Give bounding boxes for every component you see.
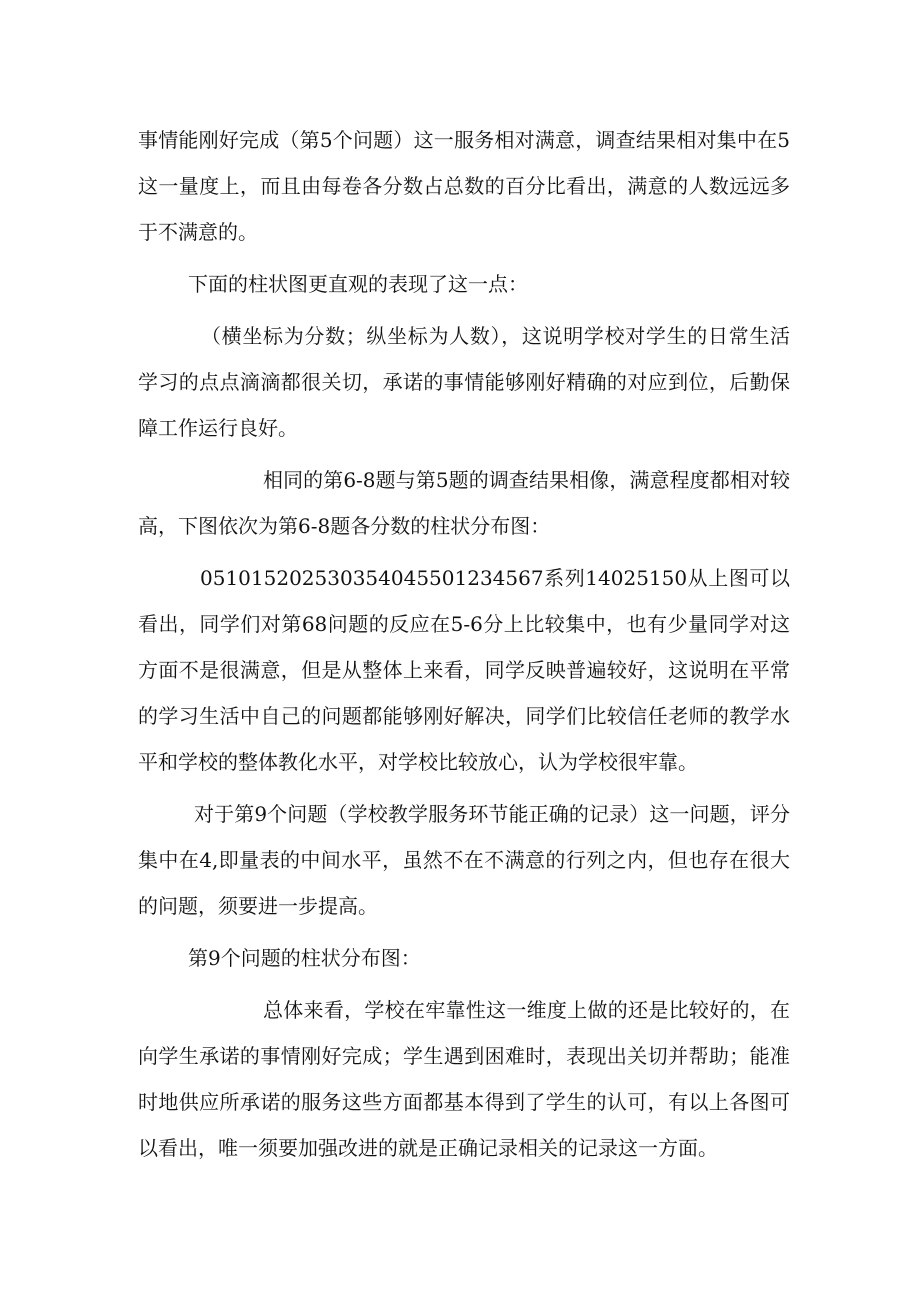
document-body	[138, 117, 790, 1177]
paragraph-q6-8-analysis: 05101520253035404550123456​7系列14025150从上图可以看出，同学们对第68问题的反应在5-6分上比较集中，也有少量同学对这方面不是很满意，但是从整体上来看，同学反映普遍较好，这说明在平常的学习生活中自己的问题都能够刚好解决，同学们比较信任老师的教学水平和学校的整体教化水平，对学校比较放心，认为学校很牢靠。	[138, 566, 790, 774]
paragraph-axis-explanation: （横坐标为分数；纵坐标为人数），这说明学校对学生的日常生活学习的点点滴滴都很关切，承诺的事情能够刚好精确的对应到位，后勤保障工作运行良好。	[138, 324, 790, 440]
paragraph-q6-8-intro: 相同的第6-8题与第5题的调查结果相像，满意程度都相对较高，下图依次为第6-8题各分数的柱状分布图：	[138, 468, 790, 538]
paragraph-q9-chart-caption: 第9个问题的柱状分布图：	[188, 946, 421, 970]
paragraph-q9-analysis: 对于第9个问题（学校教学服务环节能正确的记录）这一问题，评分集中在4,即量表的中间水平，虽然不在不满意的行列之内，但也存在很大的问题，须要进一步提高。	[138, 802, 790, 918]
paragraph-summary: 总体来看，学校在牢靠性这一维度上做的还是比较好的，在向学生承诺的事情刚好完成；学生遇到困难时，表现出关切并帮助；能准时地供应所承诺的服务这些方面都基本得到了学生的认可，有以上各图可以看出，唯一须要加强改进的就是正确记录相关的记录这一方面。	[138, 998, 790, 1160]
paragraph-satisfaction-q5: 事情能刚好完成（第5个问题）这一服务相对满意，调查结果相对集中在5这一量度上，而且由每卷各分数占总数的百分比看出，满意的人数远远多于不满意的。	[138, 128, 790, 244]
paragraph-bar-chart-intro: 下面的柱状图更直观的表现了这一点：	[188, 272, 528, 296]
